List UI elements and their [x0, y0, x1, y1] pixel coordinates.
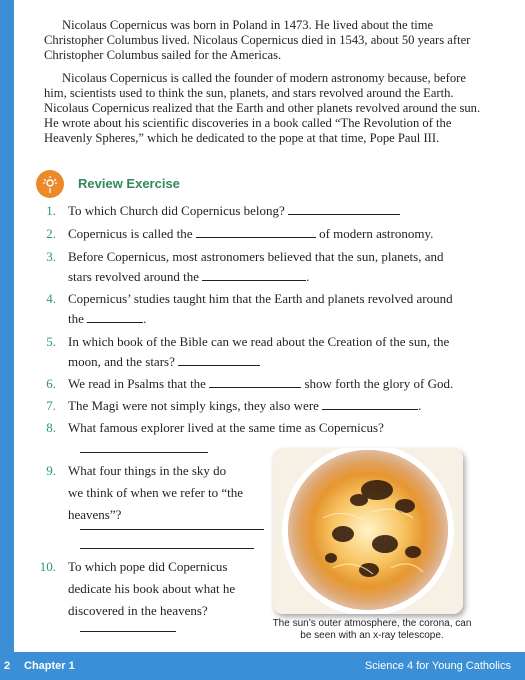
intro-text — [44, 18, 490, 154]
photo-caption: The sun’s outer atmosphere, the corona, can be seen with an x-ray telescope. — [272, 618, 472, 641]
sun-corona-image — [273, 448, 463, 614]
question-number: 3. — [46, 249, 56, 264]
answer-line-q9-1[interactable] — [80, 529, 264, 530]
answer-line-q10[interactable] — [80, 631, 176, 632]
answer-line-q9-2[interactable] — [80, 548, 254, 549]
question-number: 6. — [46, 376, 56, 391]
question-number: 2. — [46, 226, 56, 241]
question-text: heavens”? — [68, 507, 122, 522]
answer-blank[interactable] — [202, 266, 306, 281]
question-text: To which pope did Copernicus — [68, 559, 228, 574]
question-text: the — [68, 311, 84, 326]
question-text: we think of when we refer to “the — [68, 485, 244, 500]
paragraph-1: Nicolaus Copernicus was born in Poland in 1473. He lived about the time Christopher Columbus lived. Nicolaus Copernicus died in 1543, about 50 years after Christopher Columbus sailed for the Americas. — [44, 18, 471, 62]
question-number: 5. — [46, 334, 56, 349]
answer-blank[interactable] — [87, 308, 143, 323]
question-text-end: show forth the glory of God. — [304, 376, 454, 391]
question-text: dedicate his book about what he — [68, 581, 236, 596]
answer-blank[interactable] — [196, 223, 316, 238]
question-text: Before Copernicus, most astronomers believed that the sun, planets, and — [68, 249, 444, 264]
answer-blank[interactable] — [178, 351, 260, 366]
book-title: Science 4 for Young Catholics — [364, 660, 511, 672]
question-text: Copernicus is called the — [68, 226, 193, 241]
question-text: What four things in the sky do — [68, 463, 227, 478]
page-number: 2 — [4, 660, 11, 672]
review-exercise-title: Review Exercise — [78, 176, 180, 191]
page-footer — [0, 652, 525, 680]
question-text: We read in Psalms that the — [68, 376, 206, 391]
question-text: To which Church did Copernicus belong? — [68, 203, 285, 218]
answer-blank[interactable] — [209, 373, 301, 388]
paragraph-2: Nicolaus Copernicus is called the founder of modern astronomy because, before him, scientists used to think the sun, planets, and stars revolved around the Earth. Nicolaus Copernicus realized that the Earth and other planets revolved around the sun. He wrote about his scientific discoveries in a book called “The Revolution of the Heavenly Spheres,” which he dedicated to the pope at that time, Pope Paul III. — [44, 71, 481, 145]
question-number: 8. — [46, 420, 56, 435]
question-text: discovered in the heavens? — [68, 603, 208, 618]
question-number: 9. — [46, 463, 56, 478]
answer-blank[interactable] — [322, 395, 418, 410]
question-number: 4. — [46, 291, 56, 306]
question-number: 10. — [39, 559, 56, 574]
chapter-label: Chapter 1 — [24, 660, 75, 672]
left-margin-bar — [0, 0, 14, 652]
question-text: The Magi were not simply kings, they also were — [68, 398, 319, 413]
answer-line-q8[interactable] — [80, 452, 208, 453]
question-number: 7. — [46, 398, 56, 413]
answer-blank[interactable] — [288, 200, 400, 215]
question-text-end: of modern astronomy. — [319, 226, 434, 241]
question-text: stars revolved around the — [68, 269, 200, 284]
question-text: Copernicus’ studies taught him that the Earth and planets revolved around — [68, 291, 453, 306]
sun-corona-photo — [273, 448, 463, 614]
question-number: 1. — [46, 203, 56, 218]
sun-icon — [36, 170, 64, 198]
question-text: What famous explorer lived at the same time as Copernicus? — [68, 420, 384, 435]
question-text: In which book of the Bible can we read about the Creation of the sun, the — [68, 334, 450, 349]
question-text: moon, and the stars? — [68, 354, 175, 369]
